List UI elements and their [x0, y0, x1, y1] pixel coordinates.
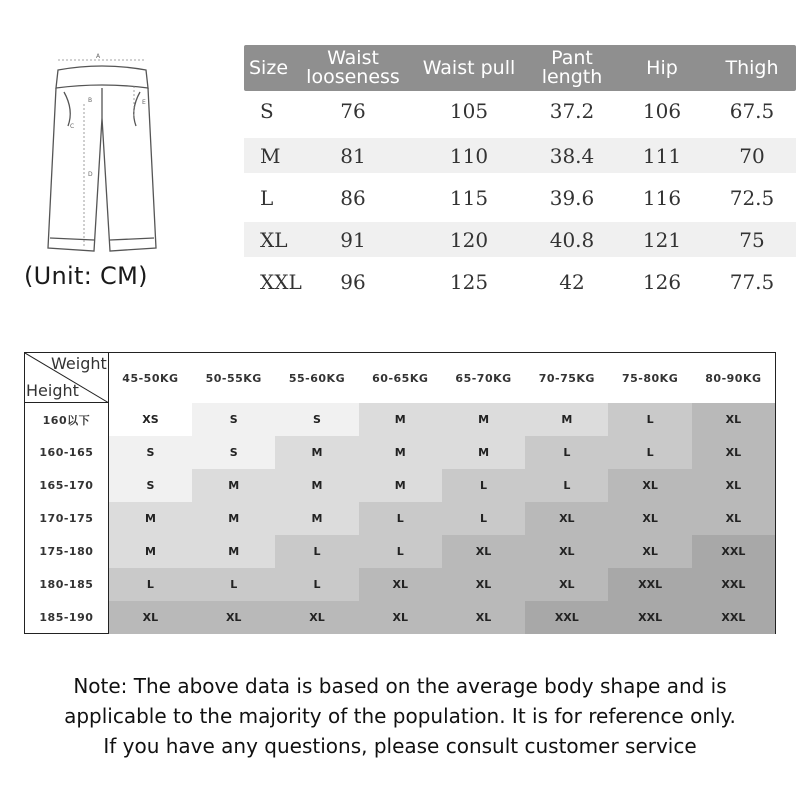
size-cell: L: [275, 535, 358, 568]
value-cell: 106: [642, 99, 682, 123]
header-pant-length: Pant length: [541, 47, 603, 88]
size-cell: XXL: [525, 601, 608, 634]
unit-label: (Unit: CM): [24, 262, 148, 290]
value-cell: 116: [642, 185, 682, 210]
value-cell: 111: [642, 143, 682, 168]
size-cell: M: [192, 502, 275, 535]
size-table: [244, 45, 796, 299]
size-cell: L: [192, 568, 275, 601]
table-row: [25, 469, 775, 502]
size-table-header: [244, 45, 796, 91]
size-cell: XL: [608, 469, 691, 502]
value-cell: 125: [449, 269, 489, 294]
size-cell: M: [442, 436, 525, 469]
size-cell: M: [275, 436, 358, 469]
value-cell: 86: [340, 185, 366, 210]
note-line: Note: The above data is based on the average body shape and is: [73, 674, 727, 698]
size-cell: M: [442, 403, 525, 436]
header-hip: Hip: [646, 56, 678, 79]
size-cell: XL: [525, 568, 608, 601]
height-header: 160以下: [25, 403, 109, 436]
size-cell: S: [109, 469, 192, 502]
value-cell: 70: [739, 143, 765, 168]
pants-marks: [70, 53, 146, 178]
size-cell: XL: [692, 436, 775, 469]
size-cell: XL: [442, 601, 525, 634]
table-row: [25, 502, 775, 535]
size-cell: XL: [525, 535, 608, 568]
mark-a: A: [96, 53, 101, 60]
weight-header: 55-60KG: [288, 371, 346, 385]
size-cell: XS: [109, 403, 192, 436]
value-cell: 81: [340, 143, 366, 168]
size-cell: XL: [260, 227, 288, 252]
height-header: 165-170: [25, 469, 109, 502]
weight-header: 45-50KG: [122, 371, 179, 385]
table-row: [244, 91, 796, 131]
size-cell: XXL: [608, 568, 691, 601]
size-cell: L: [275, 568, 358, 601]
header-waist-pull: Waist pull: [422, 56, 516, 79]
note-line: If you have any questions, please consult customer service: [103, 734, 697, 758]
size-cell: L: [442, 469, 525, 502]
size-cell: XL: [359, 601, 442, 634]
size-cell: M: [359, 403, 442, 436]
mark-c: C: [70, 123, 75, 130]
size-cell: S: [109, 436, 192, 469]
size-cell: M: [275, 502, 358, 535]
size-cell: M: [359, 436, 442, 469]
header-size: Size: [249, 56, 289, 79]
value-cell: 67.5: [729, 99, 775, 123]
value-cell: 37.2: [549, 99, 595, 123]
value-cell: 115: [449, 185, 489, 210]
mark-b: B: [88, 97, 93, 104]
size-cell: XL: [192, 601, 275, 634]
size-cell: M: [359, 469, 442, 502]
corner-cell: [25, 353, 109, 403]
size-cell: XL: [109, 601, 192, 634]
size-cell: M: [109, 535, 192, 568]
value-cell: 110: [449, 143, 489, 168]
size-cell: M: [260, 143, 281, 168]
size-cell: M: [192, 469, 275, 502]
size-cell: XL: [608, 535, 691, 568]
recommendation-header: [25, 353, 775, 403]
corner-weight-label: Weight: [51, 354, 107, 373]
pants-diagram-icon: [44, 48, 160, 260]
size-table-body: [244, 91, 796, 299]
size-recommendation-table: [24, 352, 776, 634]
table-row: [244, 180, 796, 215]
table-row: [244, 222, 796, 257]
height-header: 180-185: [25, 568, 109, 601]
size-cell: XL: [692, 502, 775, 535]
size-cell: L: [359, 535, 442, 568]
value-cell: 120: [449, 227, 489, 252]
size-cell: L: [359, 502, 442, 535]
size-cell: XL: [692, 403, 775, 436]
weight-header: 75-80KG: [621, 371, 679, 385]
table-row: [25, 568, 775, 601]
height-header: 160-165: [25, 436, 109, 469]
header-thigh: Thigh: [725, 56, 779, 79]
value-cell: 42: [559, 269, 585, 294]
table-row: [244, 138, 796, 173]
size-cell: S: [192, 403, 275, 436]
value-cell: 96: [340, 269, 366, 294]
size-cell: S: [192, 436, 275, 469]
size-cell: L: [608, 403, 691, 436]
size-cell: XXL: [260, 269, 302, 294]
size-cell: XL: [442, 568, 525, 601]
size-cell: L: [525, 436, 608, 469]
size-cell: XL: [608, 502, 691, 535]
mark-d: D: [88, 171, 93, 178]
corner-height-label: Height: [26, 381, 79, 400]
height-header: 170-175: [25, 502, 109, 535]
size-cell: S: [260, 99, 274, 123]
value-cell: 40.8: [549, 227, 595, 252]
table-row: [25, 535, 775, 568]
note-line: applicable to the majority of the population. It is for reference only.: [64, 704, 736, 728]
table-row: [25, 601, 775, 634]
size-cell: XL: [442, 535, 525, 568]
weight-header: 65-70KG: [455, 371, 512, 385]
weight-header: 50-55KG: [205, 371, 262, 385]
size-cell: XXL: [692, 601, 775, 634]
value-cell: 76: [340, 99, 366, 123]
weight-header: 60-65KG: [372, 371, 429, 385]
table-row: [25, 436, 775, 469]
value-cell: 39.6: [549, 185, 595, 210]
mark-e: E: [142, 99, 146, 106]
table-row: [244, 264, 796, 299]
table-row: [25, 403, 775, 436]
value-cell: 77.5: [729, 269, 775, 294]
value-cell: 126: [642, 269, 682, 294]
size-cell: L: [442, 502, 525, 535]
size-cell: L: [260, 185, 274, 210]
size-cell: M: [109, 502, 192, 535]
value-cell: 75: [739, 227, 765, 252]
size-cell: XL: [359, 568, 442, 601]
value-cell: 91: [340, 227, 366, 252]
size-cell: L: [109, 568, 192, 601]
size-cell: S: [275, 403, 358, 436]
value-cell: 38.4: [549, 143, 595, 168]
disclaimer-note: [20, 671, 780, 761]
weight-header: 70-75KG: [538, 371, 595, 385]
size-cell: XL: [692, 469, 775, 502]
size-cell: XXL: [692, 568, 775, 601]
size-cell: L: [608, 436, 691, 469]
size-cell: XL: [525, 502, 608, 535]
value-cell: 105: [449, 99, 489, 123]
size-cell: XXL: [692, 535, 775, 568]
value-cell: 72.5: [729, 185, 775, 210]
size-cell: M: [192, 535, 275, 568]
header-waist-looseness: Waist looseness: [306, 47, 400, 88]
size-cell: M: [525, 403, 608, 436]
size-cell: L: [525, 469, 608, 502]
weight-header: 80-90KG: [705, 371, 762, 385]
size-cell: M: [275, 469, 358, 502]
value-cell: 121: [642, 227, 682, 252]
height-header: 175-180: [25, 535, 109, 568]
height-header: 185-190: [25, 601, 109, 634]
size-cell: XXL: [608, 601, 691, 634]
size-cell: XL: [275, 601, 358, 634]
